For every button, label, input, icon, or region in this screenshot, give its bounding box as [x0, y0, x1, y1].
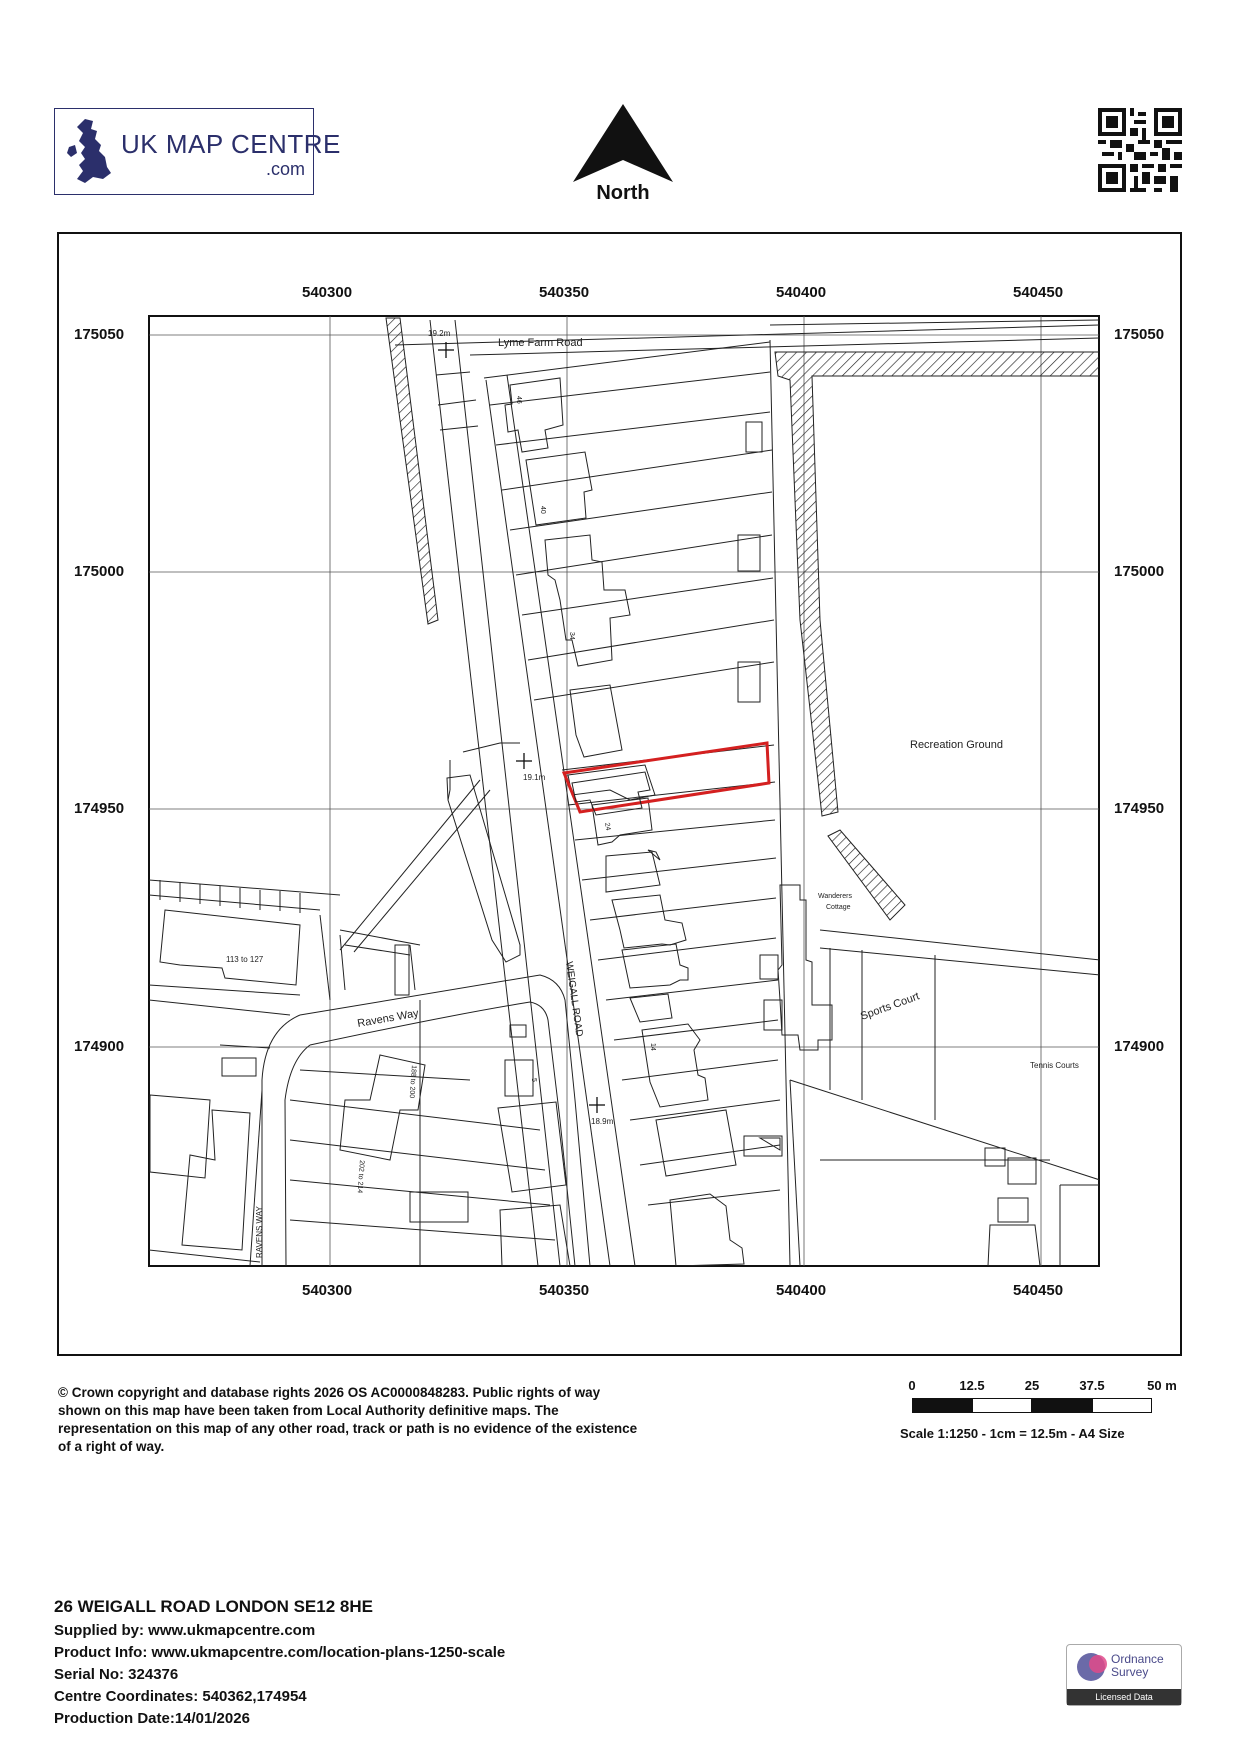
- scale-segment-3: [1032, 1398, 1092, 1413]
- grid-top-540350: 540350: [539, 284, 590, 301]
- label-lyme-farm-road: Lyme Farm Road: [498, 337, 583, 349]
- label-height-top: 19.2m: [428, 329, 451, 338]
- supplied-by: Supplied by: www.ukmapcentre.com: [54, 1622, 316, 1639]
- grid-right-175000: 175000: [1114, 563, 1165, 580]
- label-house-34: 34: [568, 632, 575, 640]
- serial-number: Serial No: 324376: [54, 1666, 179, 1683]
- label-house-5: 5: [530, 1078, 537, 1082]
- grid-left-175000: 175000: [74, 563, 125, 580]
- product-info: Product Info: www.ukmapcentre.com/location-plans-1250-scale: [54, 1644, 506, 1661]
- scale-segment-1: [912, 1398, 972, 1413]
- production-date: Production Date:14/01/2026: [54, 1710, 250, 1727]
- label-house-40: 40: [539, 506, 546, 514]
- scale-segment-4: [1092, 1398, 1152, 1413]
- scale-tick-0: 0: [908, 1378, 916, 1393]
- grid-left-174950: 174950: [74, 800, 125, 817]
- grid-bottom-540450: 540450: [1013, 1282, 1064, 1299]
- scale-tick-50: 50 m: [1147, 1378, 1177, 1393]
- label-house-24: 24: [603, 822, 612, 832]
- label-recreation-ground: Recreation Ground: [910, 739, 1003, 751]
- label-house-46: 46: [515, 396, 522, 404]
- grid-bottom-540400: 540400: [776, 1282, 827, 1299]
- grid-top-540300: 540300: [302, 284, 353, 301]
- copyright-notice: © Crown copyright and database rights 2026 OS AC0000848283. Public rights of way shown on this map have been taken from Local Authority definitive maps. The representation on this map of any other road, track or path is no evidence of the existence of a right of way.: [58, 1385, 638, 1454]
- label-height-low: 18.9m: [591, 1117, 614, 1126]
- ordnance-survey-badge: [1066, 1644, 1182, 1706]
- os-logo-accent-icon: [1089, 1655, 1107, 1673]
- grid-right-174950: 174950: [1114, 800, 1165, 817]
- grid-right-175050: 175050: [1114, 326, 1165, 343]
- scale-tick-37-5: 37.5: [1079, 1378, 1105, 1393]
- north-label: North: [596, 182, 650, 204]
- grid-bottom-540300: 540300: [302, 1282, 353, 1299]
- label-range-202: 202 to 214: [355, 1159, 365, 1194]
- label-range-188: 188 to 200: [407, 1064, 417, 1099]
- label-house-14: 14: [649, 1043, 656, 1051]
- label-range-113-127: 113 to 127: [226, 955, 264, 964]
- label-sports-court: Sports Court: [858, 990, 922, 1023]
- brand-suffix: .com: [265, 159, 305, 179]
- scale-bar: [900, 1378, 1177, 1448]
- scale-segment-2: [972, 1398, 1032, 1413]
- scale-tick-12-5: 12.5: [959, 1378, 985, 1393]
- site-address: 26 WEIGALL ROAD LONDON SE12 8HE: [54, 1597, 373, 1616]
- label-ravens-way-side: RAVENS WAY: [255, 1206, 264, 1258]
- centre-coordinates: Centre Coordinates: 540362,174954: [54, 1688, 307, 1705]
- plan-info: [54, 1596, 505, 1730]
- grid-right-174900: 174900: [1114, 1038, 1165, 1055]
- grid-top-540400: 540400: [776, 284, 827, 301]
- os-name: [1111, 1653, 1164, 1679]
- label-ravens-way: Ravens Way: [356, 1007, 420, 1030]
- label-wanderers-1: Wanderers: [818, 893, 852, 900]
- scale-caption: Scale 1:1250 - 1cm = 12.5m - A4 Size: [900, 1426, 1125, 1441]
- label-height-mid: 19.1m: [523, 773, 546, 782]
- grid-top-540450: 540450: [1013, 284, 1064, 301]
- label-wanderers-2: Cottage: [826, 904, 851, 911]
- brand-name: UK MAP CENTRE: [121, 129, 341, 159]
- licensed-data-label: Licensed Data: [1067, 1689, 1181, 1705]
- grid-bottom-540350: 540350: [539, 1282, 590, 1299]
- grid-left-175050: 175050: [74, 326, 125, 343]
- label-weigall-road: WEIGALL ROAD: [563, 960, 585, 1038]
- label-tennis-courts: Tennis Courts: [1030, 1061, 1079, 1070]
- map-border: [149, 316, 1099, 1266]
- scale-tick-25: 25: [1024, 1378, 1040, 1393]
- grid-left-174900: 174900: [74, 1038, 125, 1055]
- os-name-line1: Ordnance: [1111, 1652, 1164, 1666]
- os-name-line2: Survey: [1111, 1665, 1149, 1679]
